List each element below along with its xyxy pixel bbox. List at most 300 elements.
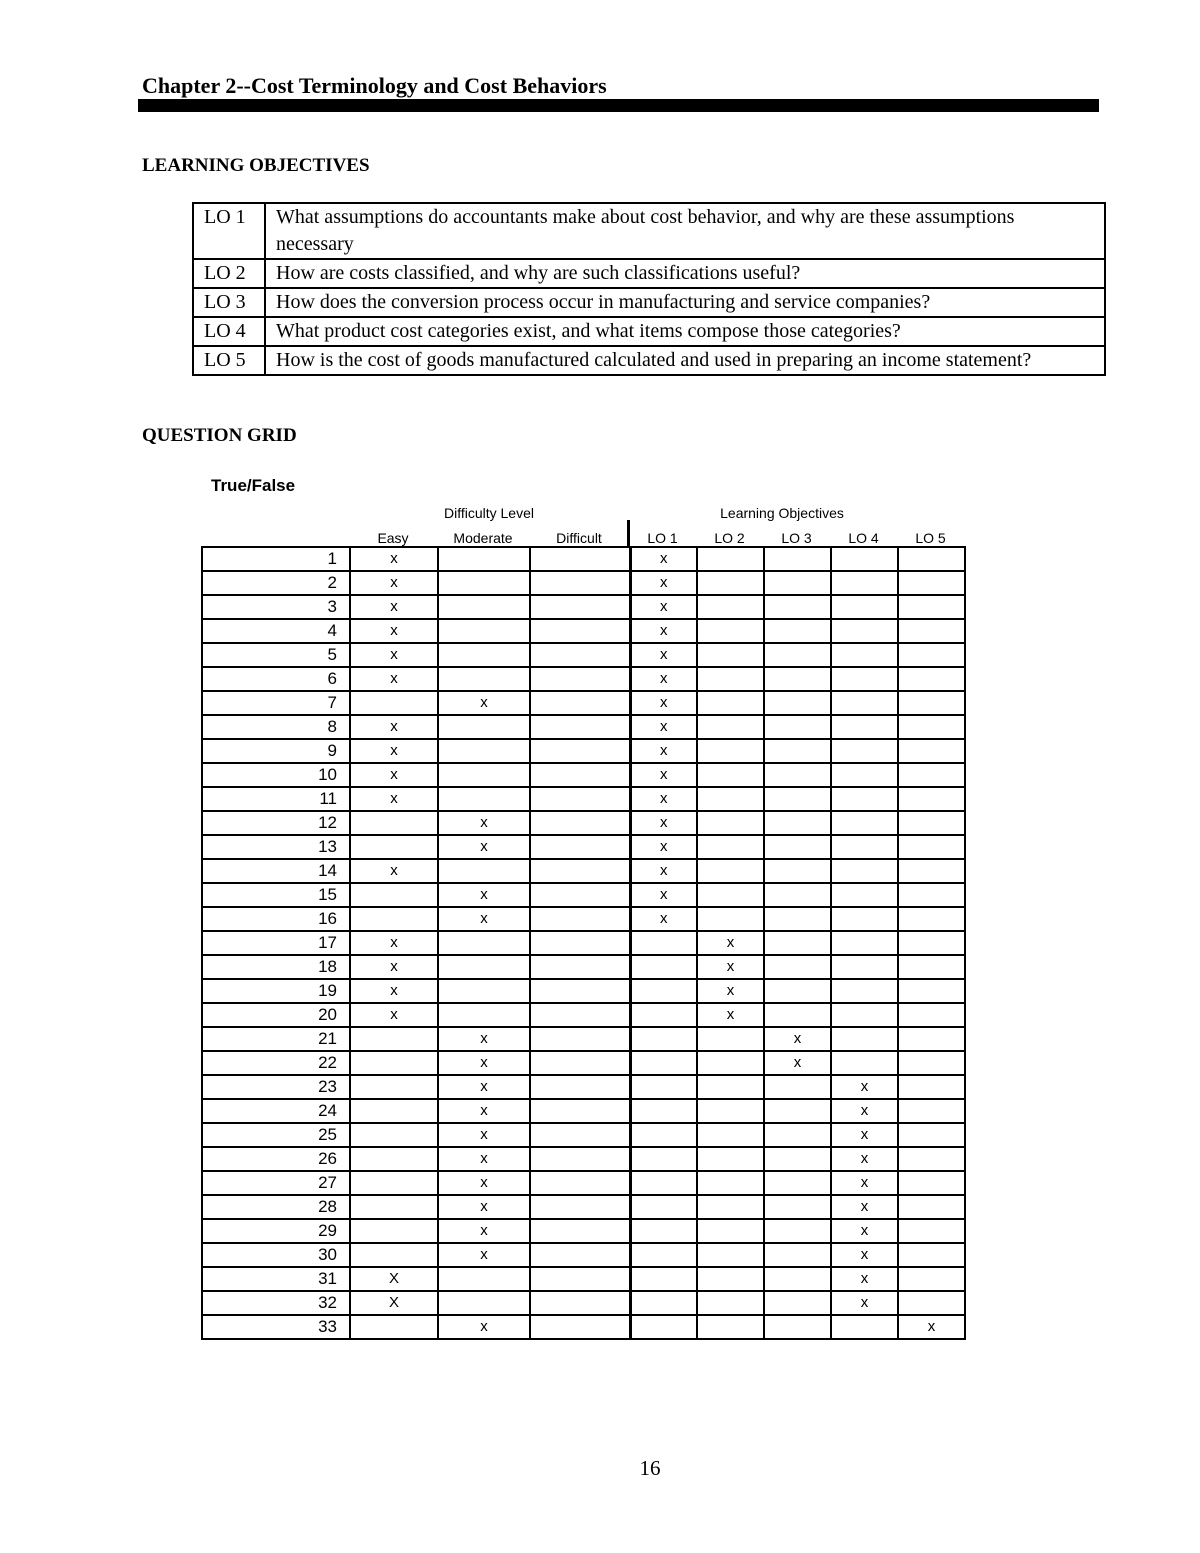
grid-cell-lo4 bbox=[831, 835, 898, 859]
grid-cell-lo5 bbox=[898, 1123, 965, 1147]
grid-cell-lo2 bbox=[697, 715, 764, 739]
grid-cell-difficult bbox=[530, 931, 630, 955]
grid-cell-moderate bbox=[438, 979, 530, 1003]
grid-cell-easy: x bbox=[350, 643, 438, 667]
grid-cell-lo4 bbox=[831, 907, 898, 931]
grid-cell-lo2 bbox=[697, 1315, 764, 1339]
grid-cell-lo3 bbox=[764, 1171, 831, 1195]
grid-cell-lo4 bbox=[831, 1003, 898, 1027]
question-row bbox=[202, 1003, 965, 1027]
grid-cell-difficult bbox=[530, 1123, 630, 1147]
grid-cell-difficult bbox=[530, 787, 630, 811]
column-header-lo5: LO 5 bbox=[915, 530, 946, 546]
grid-cell-lo4 bbox=[831, 1315, 898, 1339]
grid-cell-lo1 bbox=[630, 979, 697, 1003]
grid-cell-lo4 bbox=[831, 859, 898, 883]
grid-cell-difficult bbox=[530, 1267, 630, 1291]
grid-cell-moderate bbox=[438, 787, 530, 811]
grid-cell-lo4: x bbox=[831, 1291, 898, 1315]
question-row bbox=[202, 643, 965, 667]
grid-cell-lo3 bbox=[764, 955, 831, 979]
grid-cell-moderate bbox=[438, 1291, 530, 1315]
grid-cell-lo1: x bbox=[630, 715, 697, 739]
grid-cell-difficult bbox=[530, 763, 630, 787]
grid-cell-lo4 bbox=[831, 1051, 898, 1075]
grid-cell-lo2 bbox=[697, 619, 764, 643]
question-row bbox=[202, 1075, 965, 1099]
learning-objective-text: How does the conversion process occur in manufacturing and service companies? bbox=[265, 288, 1105, 317]
grid-cell-lo1: x bbox=[630, 811, 697, 835]
learning-objective-row bbox=[193, 203, 1105, 259]
question-row bbox=[202, 667, 965, 691]
grid-cell-moderate: x bbox=[438, 1027, 530, 1051]
grid-cell-lo5 bbox=[898, 907, 965, 931]
grid-cell-lo4: x bbox=[831, 1219, 898, 1243]
grid-cell-lo5 bbox=[898, 979, 965, 1003]
grid-cell-moderate: x bbox=[438, 1123, 530, 1147]
grid-cell-difficult bbox=[530, 691, 630, 715]
question-row bbox=[202, 547, 965, 571]
grid-cell-moderate: x bbox=[438, 1147, 530, 1171]
grid-cell-easy bbox=[350, 1123, 438, 1147]
grid-cell-lo1 bbox=[630, 931, 697, 955]
grid-cell-lo2 bbox=[697, 1123, 764, 1147]
grid-cell-lo5 bbox=[898, 1291, 965, 1315]
grid-cell-easy bbox=[350, 883, 438, 907]
grid-cell-lo3 bbox=[764, 835, 831, 859]
learning-objective-row bbox=[193, 259, 1105, 288]
grid-cell-lo1 bbox=[630, 1003, 697, 1027]
grid-cell-moderate: x bbox=[438, 1243, 530, 1267]
grid-cell-difficult bbox=[530, 1147, 630, 1171]
grid-cell-lo1 bbox=[630, 1051, 697, 1075]
grid-cell-moderate: x bbox=[438, 883, 530, 907]
grid-cell-lo4 bbox=[831, 979, 898, 1003]
chapter-title: Chapter 2--Cost Terminology and Cost Behaviors bbox=[142, 73, 607, 98]
grid-cell-lo4: x bbox=[831, 1123, 898, 1147]
grid-cell-easy bbox=[350, 1171, 438, 1195]
question-number: 21 bbox=[202, 1027, 350, 1051]
question-number: 13 bbox=[202, 835, 350, 859]
grid-cell-lo5 bbox=[898, 715, 965, 739]
grid-cell-lo2 bbox=[697, 595, 764, 619]
grid-cell-lo3 bbox=[764, 931, 831, 955]
grid-cell-lo3 bbox=[764, 883, 831, 907]
grid-cell-moderate: x bbox=[438, 1099, 530, 1123]
grid-cell-lo4: x bbox=[831, 1195, 898, 1219]
grid-cell-lo5 bbox=[898, 955, 965, 979]
grid-cell-lo4: x bbox=[831, 1171, 898, 1195]
question-number: 1 bbox=[202, 547, 350, 571]
learning-objective-code: LO 3 bbox=[193, 288, 265, 317]
grid-cell-lo4: x bbox=[831, 1243, 898, 1267]
grid-cell-easy: x bbox=[350, 739, 438, 763]
grid-cell-lo4: x bbox=[831, 1267, 898, 1291]
grid-cell-lo5 bbox=[898, 1099, 965, 1123]
column-header-lo3: LO 3 bbox=[781, 530, 812, 546]
grid-cell-lo3 bbox=[764, 1267, 831, 1291]
column-header-difficult: Difficult bbox=[556, 530, 602, 546]
grid-cell-lo4: x bbox=[831, 1075, 898, 1099]
grid-cell-lo4 bbox=[831, 931, 898, 955]
question-number: 10 bbox=[202, 763, 350, 787]
question-number: 27 bbox=[202, 1171, 350, 1195]
question-row bbox=[202, 739, 965, 763]
grid-cell-easy bbox=[350, 1051, 438, 1075]
question-row bbox=[202, 763, 965, 787]
grid-cell-lo1: x bbox=[630, 859, 697, 883]
grid-cell-difficult bbox=[530, 667, 630, 691]
grid-cell-difficult bbox=[530, 619, 630, 643]
grid-cell-lo2: x bbox=[697, 931, 764, 955]
grid-cell-moderate: x bbox=[438, 691, 530, 715]
grid-cell-lo1 bbox=[630, 1171, 697, 1195]
question-row bbox=[202, 835, 965, 859]
question-row bbox=[202, 787, 965, 811]
grid-cell-lo5 bbox=[898, 547, 965, 571]
grid-cell-lo2 bbox=[697, 739, 764, 763]
question-number: 6 bbox=[202, 667, 350, 691]
grid-cell-easy: X bbox=[350, 1267, 438, 1291]
grid-cell-lo1: x bbox=[630, 739, 697, 763]
grid-cell-lo3 bbox=[764, 1219, 831, 1243]
question-row bbox=[202, 1219, 965, 1243]
grid-cell-lo3 bbox=[764, 619, 831, 643]
grid-cell-lo2 bbox=[697, 1027, 764, 1051]
question-row bbox=[202, 1243, 965, 1267]
column-header-lo2: LO 2 bbox=[714, 530, 745, 546]
grid-cell-easy: x bbox=[350, 787, 438, 811]
question-row bbox=[202, 571, 965, 595]
question-number: 17 bbox=[202, 931, 350, 955]
grid-cell-moderate bbox=[438, 1003, 530, 1027]
grid-cell-easy: x bbox=[350, 763, 438, 787]
grid-cell-lo2: x bbox=[697, 955, 764, 979]
grid-cell-lo5 bbox=[898, 1267, 965, 1291]
question-number: 18 bbox=[202, 955, 350, 979]
grid-cell-moderate bbox=[438, 1267, 530, 1291]
grid-cell-lo2: x bbox=[697, 979, 764, 1003]
grid-cell-easy bbox=[350, 1027, 438, 1051]
question-row bbox=[202, 955, 965, 979]
grid-cell-lo5 bbox=[898, 835, 965, 859]
grid-cell-lo3 bbox=[764, 907, 831, 931]
question-row bbox=[202, 1171, 965, 1195]
grid-cell-lo4 bbox=[831, 571, 898, 595]
grid-cell-lo1 bbox=[630, 1123, 697, 1147]
grid-cell-lo5 bbox=[898, 571, 965, 595]
grid-cell-lo1 bbox=[630, 1267, 697, 1291]
grid-cell-difficult bbox=[530, 1291, 630, 1315]
question-row bbox=[202, 979, 965, 1003]
learning-objective-code: LO 4 bbox=[193, 317, 265, 346]
learning-objective-code: LO 1 bbox=[193, 203, 265, 259]
grid-cell-lo5: x bbox=[898, 1315, 965, 1339]
grid-cell-difficult bbox=[530, 1075, 630, 1099]
grid-cell-easy: x bbox=[350, 931, 438, 955]
grid-cell-difficult bbox=[530, 1027, 630, 1051]
grid-cell-difficult bbox=[530, 595, 630, 619]
grid-cell-lo4 bbox=[831, 667, 898, 691]
grid-cell-lo3 bbox=[764, 1003, 831, 1027]
grid-cell-lo2 bbox=[697, 643, 764, 667]
grid-cell-lo5 bbox=[898, 1051, 965, 1075]
question-row bbox=[202, 931, 965, 955]
grid-cell-difficult bbox=[530, 907, 630, 931]
grid-cell-lo5 bbox=[898, 859, 965, 883]
grid-cell-lo3 bbox=[764, 691, 831, 715]
grid-cell-lo4 bbox=[831, 547, 898, 571]
grid-cell-lo4 bbox=[831, 787, 898, 811]
grid-cell-lo3 bbox=[764, 571, 831, 595]
grid-cell-lo2 bbox=[697, 907, 764, 931]
question-number: 24 bbox=[202, 1099, 350, 1123]
grid-cell-lo5 bbox=[898, 1243, 965, 1267]
grid-cell-difficult bbox=[530, 1195, 630, 1219]
question-row bbox=[202, 1051, 965, 1075]
grid-cell-lo2: x bbox=[697, 1003, 764, 1027]
grid-cell-moderate bbox=[438, 931, 530, 955]
grid-cell-moderate: x bbox=[438, 1195, 530, 1219]
question-number: 22 bbox=[202, 1051, 350, 1075]
grid-cell-lo2 bbox=[697, 667, 764, 691]
grid-cell-moderate bbox=[438, 715, 530, 739]
grid-cell-easy: x bbox=[350, 955, 438, 979]
grid-cell-lo2 bbox=[697, 1147, 764, 1171]
grid-cell-difficult bbox=[530, 1243, 630, 1267]
learning-objectives-group-header: Learning Objectives bbox=[720, 505, 844, 521]
grid-cell-lo5 bbox=[898, 691, 965, 715]
grid-cell-lo1 bbox=[630, 1243, 697, 1267]
grid-cell-lo3 bbox=[764, 1315, 831, 1339]
grid-cell-lo4 bbox=[831, 595, 898, 619]
grid-cell-lo2 bbox=[697, 1291, 764, 1315]
grid-cell-difficult bbox=[530, 1003, 630, 1027]
question-row bbox=[202, 859, 965, 883]
grid-cell-lo3: x bbox=[764, 1051, 831, 1075]
grid-cell-lo5 bbox=[898, 643, 965, 667]
grid-cell-lo5 bbox=[898, 1195, 965, 1219]
question-number: 25 bbox=[202, 1123, 350, 1147]
grid-cell-lo4 bbox=[831, 619, 898, 643]
grid-cell-lo2 bbox=[697, 547, 764, 571]
grid-cell-lo1 bbox=[630, 1219, 697, 1243]
grid-cell-moderate bbox=[438, 859, 530, 883]
grid-cell-lo3 bbox=[764, 1099, 831, 1123]
grid-cell-lo1 bbox=[630, 1099, 697, 1123]
question-row bbox=[202, 883, 965, 907]
learning-objective-text: How are costs classified, and why are such classifications useful? bbox=[265, 259, 1105, 288]
grid-cell-lo5 bbox=[898, 1171, 965, 1195]
true-false-label: True/False bbox=[211, 476, 296, 495]
grid-cell-difficult bbox=[530, 835, 630, 859]
grid-cell-lo2 bbox=[697, 1243, 764, 1267]
grid-cell-lo4 bbox=[831, 811, 898, 835]
grid-cell-moderate: x bbox=[438, 1171, 530, 1195]
grid-cell-lo5 bbox=[898, 811, 965, 835]
grid-cell-moderate bbox=[438, 739, 530, 763]
grid-cell-moderate: x bbox=[438, 1051, 530, 1075]
grid-cell-lo1: x bbox=[630, 571, 697, 595]
grid-cell-difficult bbox=[530, 979, 630, 1003]
grid-cell-difficult bbox=[530, 643, 630, 667]
grid-cell-easy bbox=[350, 1315, 438, 1339]
grid-cell-easy bbox=[350, 1147, 438, 1171]
grid-cell-lo3 bbox=[764, 643, 831, 667]
column-header-lo4: LO 4 bbox=[848, 530, 879, 546]
question-number: 16 bbox=[202, 907, 350, 931]
question-number: 19 bbox=[202, 979, 350, 1003]
grid-cell-easy: X bbox=[350, 1291, 438, 1315]
grid-cell-lo2 bbox=[697, 763, 764, 787]
grid-cell-lo1 bbox=[630, 1291, 697, 1315]
grid-cell-easy bbox=[350, 811, 438, 835]
grid-cell-lo3 bbox=[764, 1243, 831, 1267]
grid-cell-easy: x bbox=[350, 859, 438, 883]
grid-cell-lo5 bbox=[898, 1147, 965, 1171]
grid-cell-lo5 bbox=[898, 763, 965, 787]
learning-objective-text: What product cost categories exist, and what items compose those categories? bbox=[265, 317, 1105, 346]
grid-cell-lo1: x bbox=[630, 643, 697, 667]
grid-cell-difficult bbox=[530, 1051, 630, 1075]
grid-cell-lo5 bbox=[898, 667, 965, 691]
learning-objective-text: What assumptions do accountants make about cost behavior, and why are these assumptions necessary bbox=[265, 203, 1105, 259]
grid-cell-lo3 bbox=[764, 1123, 831, 1147]
grid-cell-easy bbox=[350, 1075, 438, 1099]
grid-cell-lo2 bbox=[697, 571, 764, 595]
grid-cell-lo5 bbox=[898, 619, 965, 643]
difficulty-level-group-header: Difficulty Level bbox=[443, 505, 534, 521]
learning-objective-row bbox=[193, 346, 1105, 375]
learning-objectives-heading: LEARNING OBJECTIVES bbox=[142, 155, 370, 176]
grid-cell-lo1 bbox=[630, 1195, 697, 1219]
question-number: 8 bbox=[202, 715, 350, 739]
grid-cell-moderate bbox=[438, 619, 530, 643]
grid-cell-moderate bbox=[438, 955, 530, 979]
grid-cell-lo4 bbox=[831, 739, 898, 763]
question-number: 20 bbox=[202, 1003, 350, 1027]
grid-cell-lo1: x bbox=[630, 763, 697, 787]
question-number: 15 bbox=[202, 883, 350, 907]
column-header-lo1: LO 1 bbox=[647, 530, 678, 546]
grid-cell-lo3 bbox=[764, 1075, 831, 1099]
grid-cell-lo2 bbox=[697, 883, 764, 907]
grid-cell-easy bbox=[350, 1099, 438, 1123]
grid-cell-lo3 bbox=[764, 979, 831, 1003]
grid-cell-moderate: x bbox=[438, 835, 530, 859]
grid-cell-lo3 bbox=[764, 715, 831, 739]
grid-cell-moderate: x bbox=[438, 1315, 530, 1339]
question-number: 29 bbox=[202, 1219, 350, 1243]
grid-cell-lo5 bbox=[898, 739, 965, 763]
question-row bbox=[202, 1291, 965, 1315]
question-number: 28 bbox=[202, 1195, 350, 1219]
grid-cell-lo2 bbox=[697, 1171, 764, 1195]
grid-cell-lo4 bbox=[831, 715, 898, 739]
grid-cell-easy bbox=[350, 907, 438, 931]
grid-cell-lo1: x bbox=[630, 835, 697, 859]
grid-cell-easy bbox=[350, 691, 438, 715]
grid-cell-difficult bbox=[530, 1315, 630, 1339]
grid-cell-lo1: x bbox=[630, 907, 697, 931]
grid-cell-difficult bbox=[530, 547, 630, 571]
question-number: 3 bbox=[202, 595, 350, 619]
question-number: 31 bbox=[202, 1267, 350, 1291]
grid-cell-lo3 bbox=[764, 787, 831, 811]
grid-cell-lo1: x bbox=[630, 787, 697, 811]
grid-cell-moderate bbox=[438, 763, 530, 787]
grid-cell-easy bbox=[350, 1219, 438, 1243]
grid-cell-easy bbox=[350, 1195, 438, 1219]
title-rule bbox=[138, 99, 1099, 112]
question-grid-heading: QUESTION GRID bbox=[142, 425, 297, 446]
question-row bbox=[202, 811, 965, 835]
grid-cell-difficult bbox=[530, 571, 630, 595]
grid-cell-moderate: x bbox=[438, 1219, 530, 1243]
grid-cell-moderate bbox=[438, 571, 530, 595]
grid-cell-lo5 bbox=[898, 787, 965, 811]
grid-cell-lo1 bbox=[630, 1147, 697, 1171]
grid-cell-lo3 bbox=[764, 667, 831, 691]
grid-cell-lo1: x bbox=[630, 547, 697, 571]
grid-cell-difficult bbox=[530, 955, 630, 979]
question-row bbox=[202, 907, 965, 931]
grid-cell-lo3 bbox=[764, 595, 831, 619]
grid-cell-difficult bbox=[530, 811, 630, 835]
grid-cell-easy: x bbox=[350, 1003, 438, 1027]
grid-cell-lo1 bbox=[630, 1075, 697, 1099]
question-number: 14 bbox=[202, 859, 350, 883]
grid-cell-moderate bbox=[438, 667, 530, 691]
grid-cell-lo3 bbox=[764, 1195, 831, 1219]
grid-cell-lo2 bbox=[697, 1219, 764, 1243]
grid-cell-difficult bbox=[530, 859, 630, 883]
question-number: 11 bbox=[202, 787, 350, 811]
grid-cell-lo4 bbox=[831, 691, 898, 715]
grid-cell-lo3 bbox=[764, 739, 831, 763]
grid-cell-easy: x bbox=[350, 667, 438, 691]
question-number: 5 bbox=[202, 643, 350, 667]
grid-cell-easy bbox=[350, 835, 438, 859]
question-row bbox=[202, 1099, 965, 1123]
grid-cell-moderate bbox=[438, 643, 530, 667]
question-number: 26 bbox=[202, 1147, 350, 1171]
grid-cell-lo4 bbox=[831, 643, 898, 667]
grid-cell-easy: x bbox=[350, 547, 438, 571]
grid-cell-lo4 bbox=[831, 955, 898, 979]
grid-cell-lo2 bbox=[697, 859, 764, 883]
grid-cell-lo1: x bbox=[630, 883, 697, 907]
question-number: 32 bbox=[202, 1291, 350, 1315]
grid-cell-lo1 bbox=[630, 1027, 697, 1051]
grid-cell-moderate: x bbox=[438, 907, 530, 931]
column-header-moderate: Moderate bbox=[453, 530, 513, 546]
question-row bbox=[202, 691, 965, 715]
grid-cell-lo1: x bbox=[630, 667, 697, 691]
grid-cell-moderate bbox=[438, 595, 530, 619]
grid-cell-lo2 bbox=[697, 1051, 764, 1075]
grid-cell-difficult bbox=[530, 739, 630, 763]
grid-cell-lo5 bbox=[898, 883, 965, 907]
question-row bbox=[202, 1027, 965, 1051]
grid-cell-lo2 bbox=[697, 835, 764, 859]
grid-cell-lo5 bbox=[898, 1219, 965, 1243]
grid-cell-lo5 bbox=[898, 1075, 965, 1099]
grid-cell-lo1: x bbox=[630, 691, 697, 715]
grid-cell-moderate: x bbox=[438, 811, 530, 835]
grid-cell-lo2 bbox=[697, 787, 764, 811]
grid-cell-lo3 bbox=[764, 859, 831, 883]
